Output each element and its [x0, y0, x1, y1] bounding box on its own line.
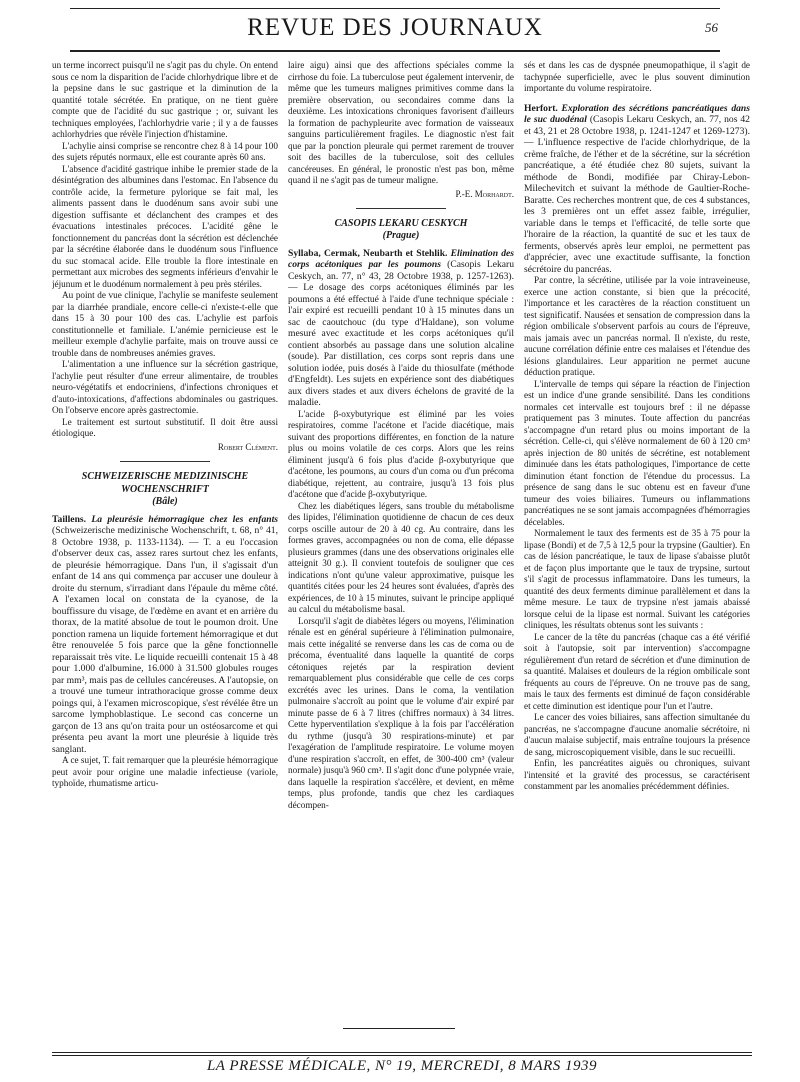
journal-heading: CASOPIS LEKARU CESKYCH	[334, 218, 468, 229]
article-body: — T. a eu l'occasion d'observer deux cas, assez rares surtout chez les enfants, de pleurésie hémorragique. Dans l'un, il s'agissait d'un enfant de 14 ans qui commença par accuser une douleur à droite du sternum, s'irradiant dans l'épaule du même côté. A l'examen local on constata de la cyanose, de la bouffissure du visage, de l'œdème en avant et en arrière du thorax, de la matité absolue de tout le poumon droit. Une ponction ramena un liquide fortement hémorragique et dut être renouvelée 5 fois parce que la gêne fonctionnelle reparaissait très vite. Le liquide recueilli contenait 15 à 48 pour 1.000 d'albumine, 16.000 à 31.500 globules rouges par mm³, mais pas de cellules cancéreuses. A l'autopsie, on a trouvé une tumeur intrathoracique grosse comme deux poings qui, à l'examen microscopique, s'est révélée être un sarcome lymphoblastique. Le second cas concerne un garçon de 13 ans qu'on traita pour un ostéosarcome et qui présenta peu avant la mort une pleurésie à liquide très sanglant.	[52, 536, 278, 755]
paragraph: Le cancer de la tête du pancréas (chaque cas a été vérifié soit à l'autopsie, soit par intervention) s'accompagne régulièrement d'un retard de sécrétion et d'une diminution de sa quantité. Malaises et douleurs de la région ombilicale sont fréquents au cours de l'épreuve. On ne trouve pas de sang, mais le taux des ferments est diminué de façon considérable et cette diminution est identique pour l'un et l'autre.	[524, 631, 750, 711]
article-authors: Herfort.	[524, 102, 558, 114]
article-title: Exploration des sécrétions pancréatiques dans le suc duodénal	[524, 102, 750, 125]
paragraph: sés et dans les cas de dyspnée pneumopathique, il s'agit de tachypnée superficielle, avec le plus souvent diminution importante du volume respiratoire.	[524, 60, 750, 93]
article-authors: Syllaba, Cermak, Neubarth et Stehlik.	[288, 247, 448, 259]
section-rule	[356, 208, 446, 209]
journal-heading: SCHWEIZERISCHE MEDIZINISCHE WOCHENSCHRIFT	[81, 471, 249, 495]
article-body: — Le dosage des corps acétoniques éliminés par les poumons a été effectué à l'aide d'une technique spéciale : l'air expiré est recueilli pendant 10 à 15 minutes dans un sac de caoutchouc (du type d'Haldane), son volume mesuré avec exactitude et les corps acétoniques qu'il contient absorbés au passage dans une solution alcaline (soude). Par distillation, ces corps sont repris dans une solution iodée, puis dosés à l'aide du thiosulfate (méthode d'Engfeldt). Les sujets en expérience sont des diabétiques aux divers stades et aux divers échelons de gravité de la maladie.	[288, 282, 514, 408]
article-reference: (Casopis Lekaru Ceskych, an. 77, nos 42 et 43, 21 et 28 Octobre 1938, p. 1241-1247 et 1269-1273).	[524, 114, 750, 137]
article-reference: (Casopis Lekaru Ceskych, an. 77, n° 43, 28 Octobre 1938, p. 1257-1263).	[288, 259, 514, 282]
paragraph: L'intervalle de temps qui sépare la réaction de l'injection est un indice d'une grande sensibilité. Dans les conditions normales cet intervalle est toujours bref : il ne dépasse pratiquement pas 3 minutes. Toute affection du pancréas s'accompagne d'un retard plus ou moins important de la sécrétion. Celle-ci, qui s'élève normalement de 60 à 120 cm³ après injection de 80 unités de sécrétine, est notablement diminuée dans les états pathologiques, l'importance de cette diminution étant fonction de l'étendue du processus. La présence de sang dans le suc obtenu est en faveur d'une tumeur des voies biliaires. Tumeurs ou inflammations pancréatiques ne se sont jamais accompagnées d'hémorragies décelables.	[524, 378, 750, 527]
footer-rule	[52, 1055, 752, 1056]
paragraph: Normalement le taux des ferments est de 35 à 75 pour la lipase (Bondi) et de 7,5 à 12,5 pour la trypsine (Gaultier). En cas de lésion pancréatique, le taux de lipase s'abaisse plutôt et de façon plus importante que le taux de trypsine, surtout s'il s'agit de processus inflammatoire. Dans les tumeurs, la quantité des deux ferments diminue parallèlement et dans la même mesure. Le taux de trypsine n'est jamais abaissé lorsque celui de la lipase est normal. Suivant les catégories cliniques, les résultats obtenus sont les suivants :	[524, 528, 750, 630]
article-heading	[524, 103, 750, 276]
article-body: — L'influence respective de l'acide chlorhydrique, de la crème fraîche, de l'éther et de la sécrétine, sur la sécrétion pancréatique, a été étudiée chez 80 sujets, suivant la méthode de Bondi, modifiée par Chiray-Lebon-Milechevitch et suivant la méthode de Gaultier-Roche-Baratte. Ces recherches montrent que, de ces 4 substances, les 3 premières ont un effet assez faible, irrégulier, variable dans le temps et l'efficacité, de telle sorte que l'horaire de la réaction, la quantité de suc et les taux de ferments, observés après leur emploi, ne permettent pas d'apprécier, avec une exactitude suffisante, la fonction sécrétoire du pancréas.	[524, 137, 750, 275]
paragraph: L'achylie ainsi comprise se rencontre chez 8 à 14 pour 100 des sujets réputés normaux, elle est courante après 60 ans.	[52, 140, 278, 162]
end-rule	[343, 1028, 455, 1029]
article-authors: Taillens.	[52, 513, 87, 525]
page-number: 56	[705, 20, 718, 35]
paragraph: L'alimentation a une influence sur la sécrétion gastrique, l'achylie peut résulter d'une erreur alimentaire, de troubles neuro-végétatifs et endocriniens, d'infections chroniques et d'auto-intoxications, d'affections abdominales ou gastriques. On l'observe encore après gastrectomie.	[52, 359, 278, 415]
column-2	[288, 60, 514, 994]
paragraph: L'absence d'acidité gastrique inhibe le premier stade de la désintégration des albumines dans l'estomac. En l'absence du contrôle acide, la fermeture pylorique se fait mal, les aliments passent dans le duodénum sans avoir subi une digestion suffisante et déclanchent des crampes et des évacuations intestinales précoces. L'acidité gêne le fonctionnement du pancréas dont la sécrétion est déclenchée par la sécrétine élaborée dans le duodénum sous l'influence du suc stomacal acide. Elle trouble la flore intestinale en permettant aux microbes des segments inférieurs d'envahir le jéjunum et le duodénum normalement à peu près stériles.	[52, 163, 278, 289]
author-signature: P.-E. Morhardt.	[455, 188, 514, 199]
masthead-bottom-rule	[70, 50, 720, 52]
masthead-top-rule	[70, 8, 720, 9]
issue-footer: LA PRESSE MÉDICALE, N° 19, MERCREDI, 8 MARS 1939	[206, 1058, 598, 1074]
journal-city: (Bâle)	[152, 496, 178, 507]
paragraph: A ce sujet, T. fait remarquer que la pleurésie hémorragique peut avoir pour origine une maladie infectieuse (variole, typhoïde, rhumatisme articu-	[52, 755, 278, 788]
paragraph: L'acide β-oxybutyrique est éliminé par les voies respiratoires, comme l'acétone et l'acide diacétique, mais suivant des proportions différentes, en fonction de la nature plus ou moins volatile de ces corps. Alors que les reins éliminent jusqu'à 6 fois plus d'acide β-oxybutyrique que d'acétone, les poumons, au cours d'un coma ou d'un précoma diabétique, rejettent, au contraire, jusqu'à 13 fois plus d'acétone que d'acide β-oxybutyrique.	[288, 408, 514, 499]
paragraph: Lorsqu'il s'agit de diabètes légers ou moyens, l'élimination rénale est en général supérieure à l'élimination pulmonaire, mais cette inégalité se renverse dans les cas de coma ou de précoma, éventualité dans laquelle la quantité de corps cétoniques rejetés par la respiration devient remarquablement plus considérable que celle de ces corps excrétés avec les urines. Dans le coma, la ventilation pulmonaire s'accroît au point que le volume d'air expiré par minute passe de 6 à 7 litres (chiffres normaux) à 34 litres. Cette hyperventilation s'explique à la fois par l'accélération du rythme (jusqu'à 30 respirations-minute) et par l'exagération de l'amplitude respiratoire. Le volume moyen d'une respiration s'accroît, en effet, de 300-400 cm³ (valeur normale) jusqu'à 960 cm³. Il s'agit donc d'une polypnée vraie, dans laquelle la respiration s'accélère, et devient, en même temps, plus profonde, tandis que chez les cardiaques décompen-	[288, 615, 514, 810]
paragraph: laire aigu) ainsi que des affections spéciales comme la cirrhose du foie. La tuberculose peut également intervenir, de même que les tumeurs malignes primitives comme dans la première observation, ou secondaires comme dans la deuxième. Les intoxications chroniques favorisent d'ailleurs la formation de pachypleurite avec formation de vaisseaux sanguins particulièrement fragiles. Le diagnostic n'est fait que par la ponction pleurale qui permet rarement de trouver soit des bacilles de la tuberculose, soit des cellules cancéreuses. En général, le pronostic n'est pas bon, même quand il ne s'agit pas de tumeur maligne.	[288, 60, 514, 185]
paragraph: Le traitement est surtout substitutif. Il doit être aussi étiologique.	[52, 416, 278, 438]
paragraph: Chez les diabétiques légers, sans trouble du métabolisme des lipides, l'élimination quotidienne de chacun de ces deux corps oscille autour de 20 à 40 cg. Au contraire, dans les formes graves, accompagnées ou non de coma, elle dépasse plusieurs grammes (dans une des observations originales elle atteignit 30 g.). Il convient toutefois de souligner que ces indications n'ont qu'une valeur approximative, puisque les quantités citées pour les 24 heures sont évaluées, d'après des expériences, de 10 à 15 minutes, suivant le principe appliqué au calcul du métabolisme basal.	[288, 500, 514, 614]
article-title: Elimination des corps acétoniques par les poumons	[288, 247, 514, 270]
column-1	[52, 60, 278, 994]
article-heading	[288, 248, 514, 409]
section-rule	[120, 461, 210, 462]
article-heading	[52, 514, 278, 756]
article-reference: (Schweizerische medizinische Wochenschrift, t. 68, n° 41, 8 Octobre 1938, p. 1133-1134).	[52, 525, 278, 548]
article-columns	[52, 60, 752, 994]
paragraph: Le cancer des voies biliaires, sans affection simultanée du pancréas, ne s'accompagne d'aucune anomalie sécrétoire, ni d'aucun malaise subjectif, mais entraîne toujours la présence de sang, microscopiquement visible, dans le suc recueilli.	[524, 712, 750, 757]
paragraph: Au point de vue clinique, l'achylie se manifeste seulement par la diarrhée prandiale, encore celle-ci n'existe-t-elle que dans 15 à 30 pour 100 des cas. L'achylie est parfois constitutionnelle et familiale. L'anémie pernicieuse est le meilleur exemple d'achylie parfaite, mais on trouve aussi ce trouble dans de nombreuses anémies graves.	[52, 290, 278, 358]
journal-title: REVUE DES JOURNAUX	[247, 14, 543, 41]
journal-city: (Prague)	[382, 230, 420, 241]
author-signature: Robert Clément.	[217, 441, 278, 452]
paragraph: Par contre, la sécrétine, utilisée par la voie intraveineuse, exerce une action constante, si bien que la précocité, l'importance et les caractères de la réaction constituent un test significatif. Nausées et sensation de compression dans la région ombilicale s'observent parfois au cours de l'épreuve, mais jamais avec un pancréas normal. Il n'existe, du reste, aucune corrélation définie entre ces malaises et l'étendue des lésions glandulaires. Leur apparition ne permet aucune déduction pratique.	[524, 275, 750, 377]
paragraph: Enfin, les pancréatites aiguës ou chroniques, suivant l'intensité et la gravité des processus, se caractérisent constamment par les anomalies précédemment définies.	[524, 758, 750, 791]
paragraph: un terme incorrect puisqu'il ne s'agit pas du chyle. On entend sous ce nom la disparition de l'acide chlorhydrique libre et de la pepsine dans le suc gastrique et la diminution de la quantité totale sécrétée. En pratique, on ne tient guère compte que de l'acidité du suc gastrique ; or, suivant les techniques employées, l'achlorhydrie varie ; il y a de fausses achlorhydries que révèle l'injection d'histamine.	[52, 60, 278, 139]
footer-rule	[52, 1052, 752, 1053]
column-3	[524, 60, 750, 994]
article-title: La pleurésie hémorragique chez les enfants	[91, 513, 278, 525]
